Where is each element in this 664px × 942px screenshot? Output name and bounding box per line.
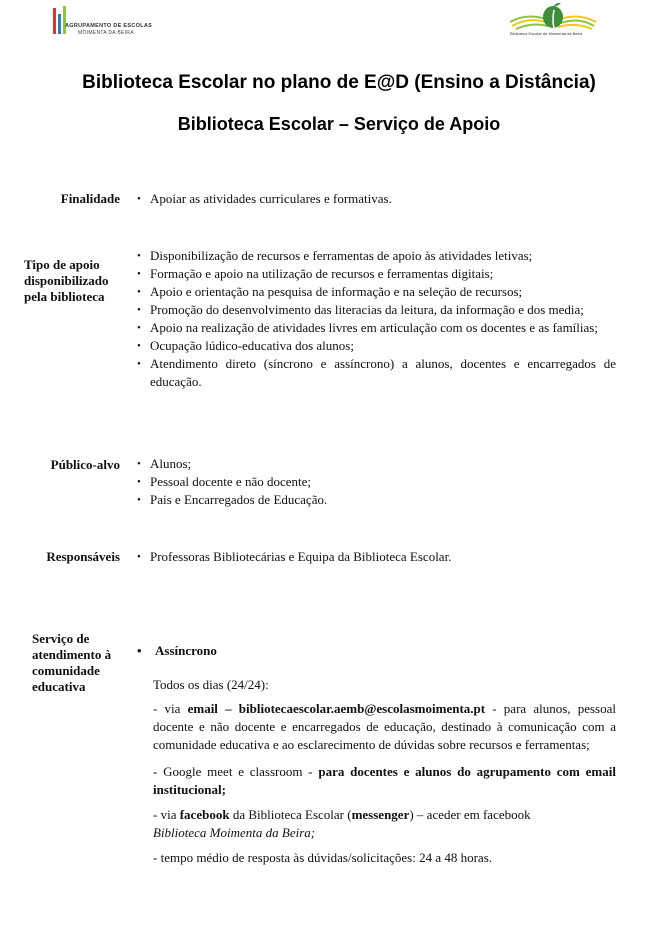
bullet-icon: • [137, 643, 142, 658]
email-description: - para alunos, pessoal docente e não docente e encarregados de educação, destinado à comunicação com a comunidade educativa e ao esclarecimento de dúvidas sobre recursos e ferramentas; [153, 701, 616, 752]
tipo-apoio-label-line: disponibilizado [24, 273, 109, 288]
servico-label-line: atendimento à [32, 647, 112, 662]
biblioteca-logo [508, 2, 598, 38]
list-item: • Formação e apoio na utilização de recursos e ferramentas digitais; [137, 265, 616, 283]
apple-book-logo-icon [508, 2, 598, 32]
list-item: • Atendimento direto (síncrono e assíncrono) a alunos, docentes e encarregados de educação. [137, 355, 616, 391]
google-paragraph [153, 763, 616, 799]
tipo-apoio-label [24, 257, 134, 305]
facebook-word: facebook [179, 807, 230, 822]
servico-label [32, 631, 142, 695]
email-prefix: - via [153, 701, 188, 716]
facebook-paragraph [153, 806, 616, 842]
logo-bar-blue [58, 14, 61, 34]
logo-bars-icon [53, 6, 67, 34]
assincrono-heading: Assíncrono [155, 643, 217, 658]
responsaveis-list [137, 548, 617, 566]
list-item: • Pessoal docente e não docente; [137, 473, 617, 491]
messenger-word: messenger [351, 807, 410, 822]
tipo-apoio-list [137, 247, 616, 391]
logo-bar-green [63, 6, 66, 34]
google-audience: para docentes e alunos do agrupamento com email institucional; [153, 764, 616, 797]
servico-label-line: comunidade [32, 663, 100, 678]
servico-label-line: Serviço de [32, 631, 90, 646]
publico-alvo-list [137, 455, 617, 509]
list-item: • Apoio na realização de atividades livres em articulação com os docentes e as famílias; [137, 319, 616, 337]
facebook-page-name: Biblioteca Moimenta da Beira; [153, 825, 316, 840]
logo-left-line1: AGRUPAMENTO DE ESCOLAS [65, 23, 153, 29]
list-item: • Pais e Encarregados de Educação. [137, 491, 617, 509]
list-item: • Promoção do desenvolvimento das literacias da leitura, da informação e dos media; [137, 301, 616, 319]
facebook-prefix: - via [153, 807, 180, 822]
tipo-apoio-label-line: pela biblioteca [24, 289, 105, 304]
responsaveis-label: Responsáveis [46, 549, 120, 564]
list-item: • Disponibilização de recursos e ferramentas de apoio às atividades letivas; [137, 247, 616, 265]
list-item: • Ocupação lúdico-educativa dos alunos; [137, 337, 616, 355]
finalidade-label: Finalidade [60, 191, 120, 206]
assincrono-bullet [137, 643, 217, 659]
logo-right-caption: Biblioteca Escolar de Moimenta da Beira [510, 31, 583, 36]
page-subtitle: Biblioteca Escolar – Serviço de Apoio [177, 114, 501, 134]
list-item: • Professoras Bibliotecárias e Equipa da Biblioteca Escolar. [137, 548, 617, 566]
google-prefix: - Google meet e classroom - [153, 764, 319, 779]
email-address-link[interactable]: email – bibliotecaescolar.aemb@escolasmoimenta.pt [187, 701, 486, 716]
facebook-mid: da Biblioteca Escolar ( [229, 807, 352, 822]
email-paragraph [153, 700, 616, 754]
list-item: • Apoiar as atividades curriculares e formativas. [137, 190, 617, 208]
list-item: • Alunos; [137, 455, 617, 473]
publico-alvo-label: Público-alvo [50, 457, 120, 472]
tempo-resposta: - tempo médio de resposta às dúvidas/solicitações: 24 a 48 horas. [153, 850, 493, 865]
finalidade-list [137, 190, 617, 208]
logo-bar-red [53, 8, 56, 34]
agrupamento-logo [50, 4, 170, 36]
list-item: • Apoio e orientação na pesquisa de informação e na seleção de recursos; [137, 283, 616, 301]
facebook-rest: ) – aceder em facebook [409, 807, 531, 822]
logo-left-line2: MOIMENTA DA BEIRA [78, 30, 134, 36]
tipo-apoio-label-line: Tipo de apoio [24, 257, 100, 272]
todos-os-dias: Todos os dias (24/24): [153, 677, 269, 692]
servico-label-line: educativa [32, 679, 86, 694]
page-title: Biblioteca Escolar no plano de E@D (Ensino a Distância) [82, 72, 596, 93]
